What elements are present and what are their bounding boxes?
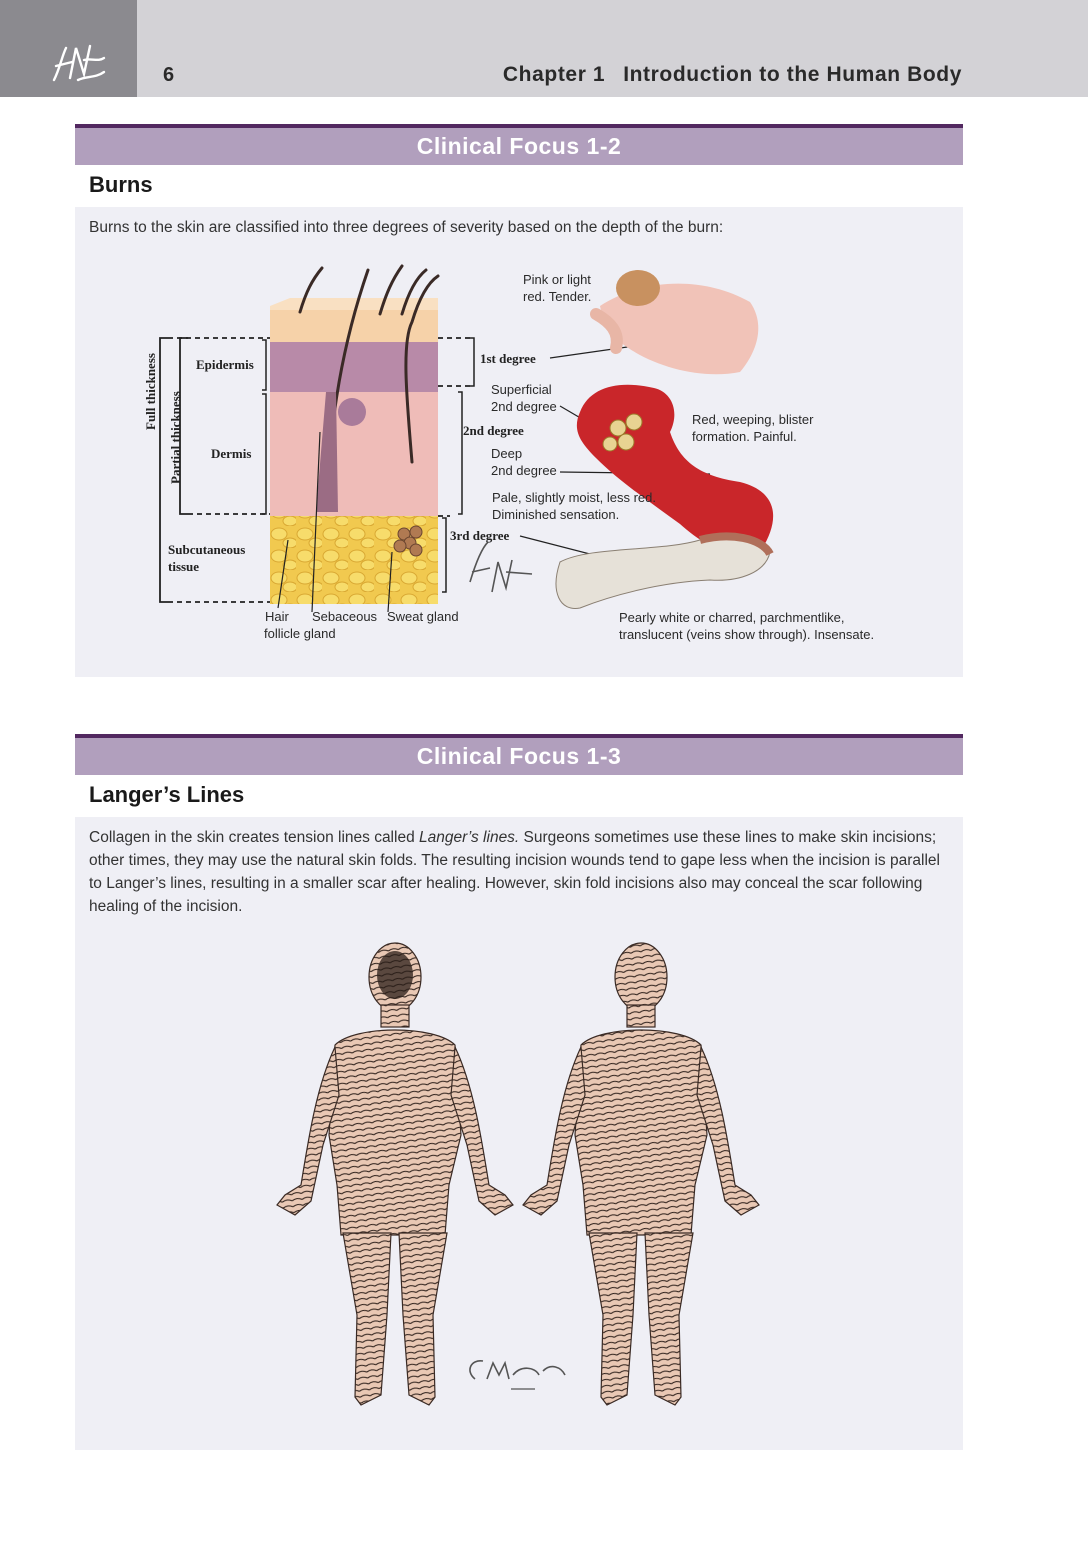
publisher-logo [0,0,137,97]
artist-signature [470,542,532,592]
label-follicle-gland: follicle gland [264,626,336,641]
burns-intro: Burns to the skin are classified into three degrees of severity based on the depth of the burn: [89,219,724,236]
label-first-degree: 1st degree [480,351,536,366]
label-partial-thickness: Partial thickness [168,391,183,484]
label-sebaceous: Sebaceous [312,609,378,624]
chapter-heading [503,63,962,87]
front-body-figure [277,943,513,1405]
caption-third-degree: Pearly white or charred, parchmentlike, translucent (veins show through). Insensate. [619,610,875,642]
clinical-focus-banner: Clinical Focus 1-2 [75,124,963,165]
label-third-degree: 3rd degree [450,528,510,543]
basal-layer [270,342,438,392]
page-number: 6 [163,64,175,86]
section-title: Burns [89,172,153,197]
label-tissue: tissue [168,559,200,574]
emphasis-term: Langer’s lines. [419,829,520,846]
burn-depth-illustration [140,262,780,662]
label-epidermis: Epidermis [196,357,254,372]
label-deep-2nd: Deep 2nd degree [491,446,557,478]
label-subcutaneous: Subcutaneous [168,542,246,557]
label-superficial-2nd: Superficial 2nd degree [491,382,557,414]
label-second-degree: 2nd degree [463,423,524,438]
artist-signature [470,1361,565,1379]
clinical-focus-banner: Clinical Focus 1-3 [75,734,963,775]
third-degree-leg [556,536,770,609]
sebaceous-gland [338,398,366,426]
caption-deep: Pale, slightly moist, less red. Diminished sensation. [492,490,657,522]
label-full-thickness: Full thickness [143,353,158,430]
langers-lines-text: Collagen in the skin creates tension lines called Langer’s lines. Surgeons sometimes use these lines to make skin incisions; other times, they may use the natural skin folds. The resulting incision wounds tend to gape less when the incision is parallel to Langer’s lines, resulting in a smaller scar after healing. However, skin fold incisions also may conceal the scar following healing of the incision. [89,829,940,915]
label-dermis: Dermis [211,446,252,461]
caption-first-degree: Pink or light red. Tender. [523,272,592,304]
section-title: Langer’s Lines [89,782,245,807]
back-body-figure [523,943,759,1405]
caption-superficial: Red, weeping, blister formation. Painful. [692,412,814,444]
label-hair: Hair [265,609,289,624]
langers-lines-illustration [265,935,775,1415]
label-sweat-gland: Sweat gland [387,609,459,624]
signature-logo-icon [48,40,108,86]
chapter-label: Chapter 1 [502,63,606,86]
chapter-title: Introduction to the Human Body [623,63,962,86]
